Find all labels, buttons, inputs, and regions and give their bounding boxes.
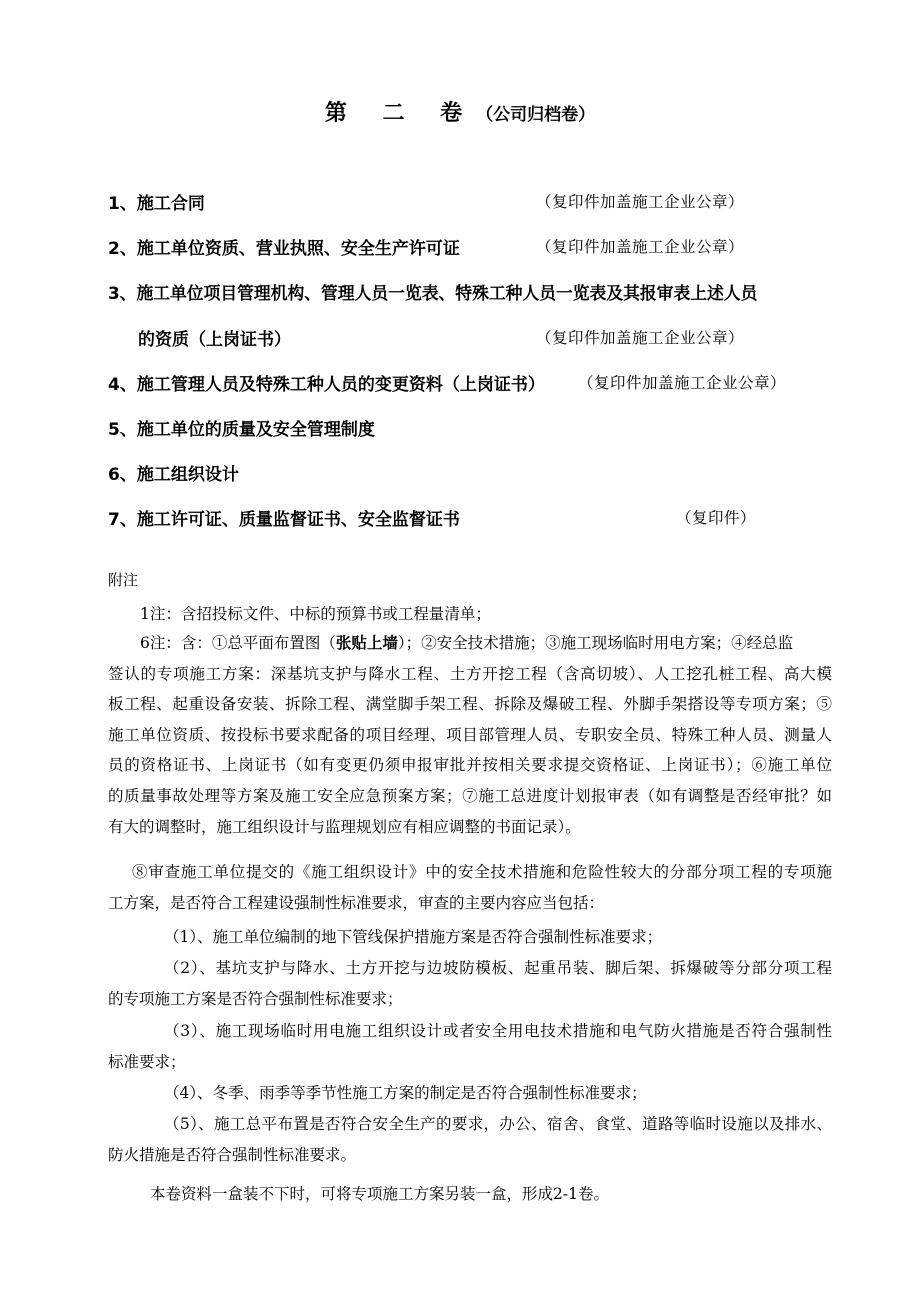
- list-item-note: （复印件）: [676, 509, 757, 527]
- review-sub-item: [108, 1078, 832, 1109]
- review-line: 工方案，是否符合工程建设强制性标准要求，审查的主要内容应当包括：: [108, 893, 605, 912]
- review-sub-line: （3）、施工现场临时用电施工组织设计或者安全用电技术措施和电气防火措施是否符合强制性: [164, 1022, 832, 1040]
- note-6-line: 6注：含：①总平面布置图（张贴上墙）；②安全技术措施；③施工现场临时用电方案；④经总监: [140, 634, 794, 652]
- list-item-note: （复印件加盖施工企业公章）: [536, 238, 745, 256]
- list-item: [108, 280, 757, 304]
- note-6-line: 签认的专项施工方案：深基坑支护与降水工程、土方开挖工程（含高切坡）、人工挖孔桩工程、高大模: [108, 664, 832, 683]
- list-item-note: （复印件加盖施工企业公章）: [578, 374, 787, 392]
- review-sub-line: 防火措施是否符合强制性标准要求。: [108, 1145, 357, 1164]
- note-6-line: 员的资格证书、上岗证书（如有变更仍须申报审批并按相关要求提交资格证、上岗证书）；⑥施工单位: [108, 756, 832, 775]
- note-6-line: 有大的调整时，施工组织设计与监理规划应有相应调整的书面记录）。: [108, 817, 581, 836]
- list-item-text: 的资质（上岗证书）: [138, 330, 291, 350]
- review-sub-line: （4）、冬季、雨季等季节性施工方案的制定是否符合强制性标准要求；: [164, 1084, 647, 1102]
- review-sub-line: （1）、施工单位编制的地下管线保护措施方案是否符合强制性标准要求；: [164, 928, 663, 946]
- review-sub-line: （5）、施工总平布置是否符合安全生产的要求，办公、宿舍、食堂、道路等临时设施以及排水、: [164, 1115, 832, 1133]
- list-item-text: 1、施工合同: [108, 194, 205, 214]
- list-item: [108, 234, 460, 259]
- note-6: [108, 628, 832, 842]
- volume-title: [0, 96, 920, 127]
- list-item-note: （复印件加盖施工企业公章）: [536, 193, 745, 211]
- review-sub-line: （2）、基坑支护与降水、土方开挖与边坡防模板、起重吊装、脚后架、拆爆破等分部分项工程: [164, 959, 832, 977]
- list-item-continued: [138, 325, 291, 350]
- list-item-text: 2、施工单位资质、营业执照、安全生产许可证: [108, 239, 460, 259]
- review-sub-line: 标准要求；: [108, 1052, 186, 1071]
- volume-title-sub: （公司归档卷）: [476, 105, 596, 125]
- list-item-text: 3、施工单位项目管理机构、管理人员一览表、特殊工种人员一览表及其报审表上述人员: [108, 283, 758, 303]
- note-6-line: 板工程、起重设备安装、拆除工程、满堂脚手架工程、拆除及爆破工程、外脚手架搭设等专项方案；⑤: [108, 695, 832, 714]
- list-item: [108, 415, 375, 440]
- list-item: [108, 505, 460, 530]
- list-item: [108, 370, 545, 395]
- review-sub-item: [108, 1109, 832, 1170]
- note-1: 1注：含招投标文件、中标的预算书或工程量清单；: [140, 605, 491, 623]
- review-sub-item: [108, 922, 832, 953]
- review-sub-item: [108, 1016, 832, 1077]
- note-6-line: 的质量事故处理等方案及施工安全应急预案方案；⑦施工总进度计划报审表（如有调整是否经审批？如: [108, 786, 832, 805]
- review-line: ⑧审查施工单位提交的《施工组织设计》中的安全技术措施和危险性较大的分部分项工程的专项施: [132, 863, 832, 881]
- volume-title-main: 第 二 卷: [324, 101, 477, 126]
- notes-heading: 附注: [108, 571, 139, 589]
- list-item-note: （复印件加盖施工企业公章）: [536, 329, 745, 347]
- note-6-line: 施工单位资质、按投标书要求配备的项目经理、项目部管理人员、专职安全员、特殊工种人员、测量人: [108, 725, 832, 744]
- review-sub-item: [108, 953, 832, 1014]
- list-item-text: 6、施工组织设计: [108, 465, 239, 485]
- list-item: [108, 460, 239, 485]
- list-item: [108, 189, 205, 214]
- list-item-text: 7、施工许可证、质量监督证书、安全监督证书: [108, 510, 460, 530]
- review-paragraph: [108, 857, 832, 918]
- closing-note: 本卷资料一盒装不下时，可将专项施工方案另装一盒，形成2-1卷。: [150, 1185, 609, 1203]
- list-item-text: 5、施工单位的质量及安全管理制度: [108, 420, 375, 440]
- review-sub-line: 的专项施工方案是否符合强制性标准要求；: [108, 989, 403, 1008]
- list-item-text: 4、施工管理人员及特殊工种人员的变更资料（上岗证书）: [108, 375, 545, 395]
